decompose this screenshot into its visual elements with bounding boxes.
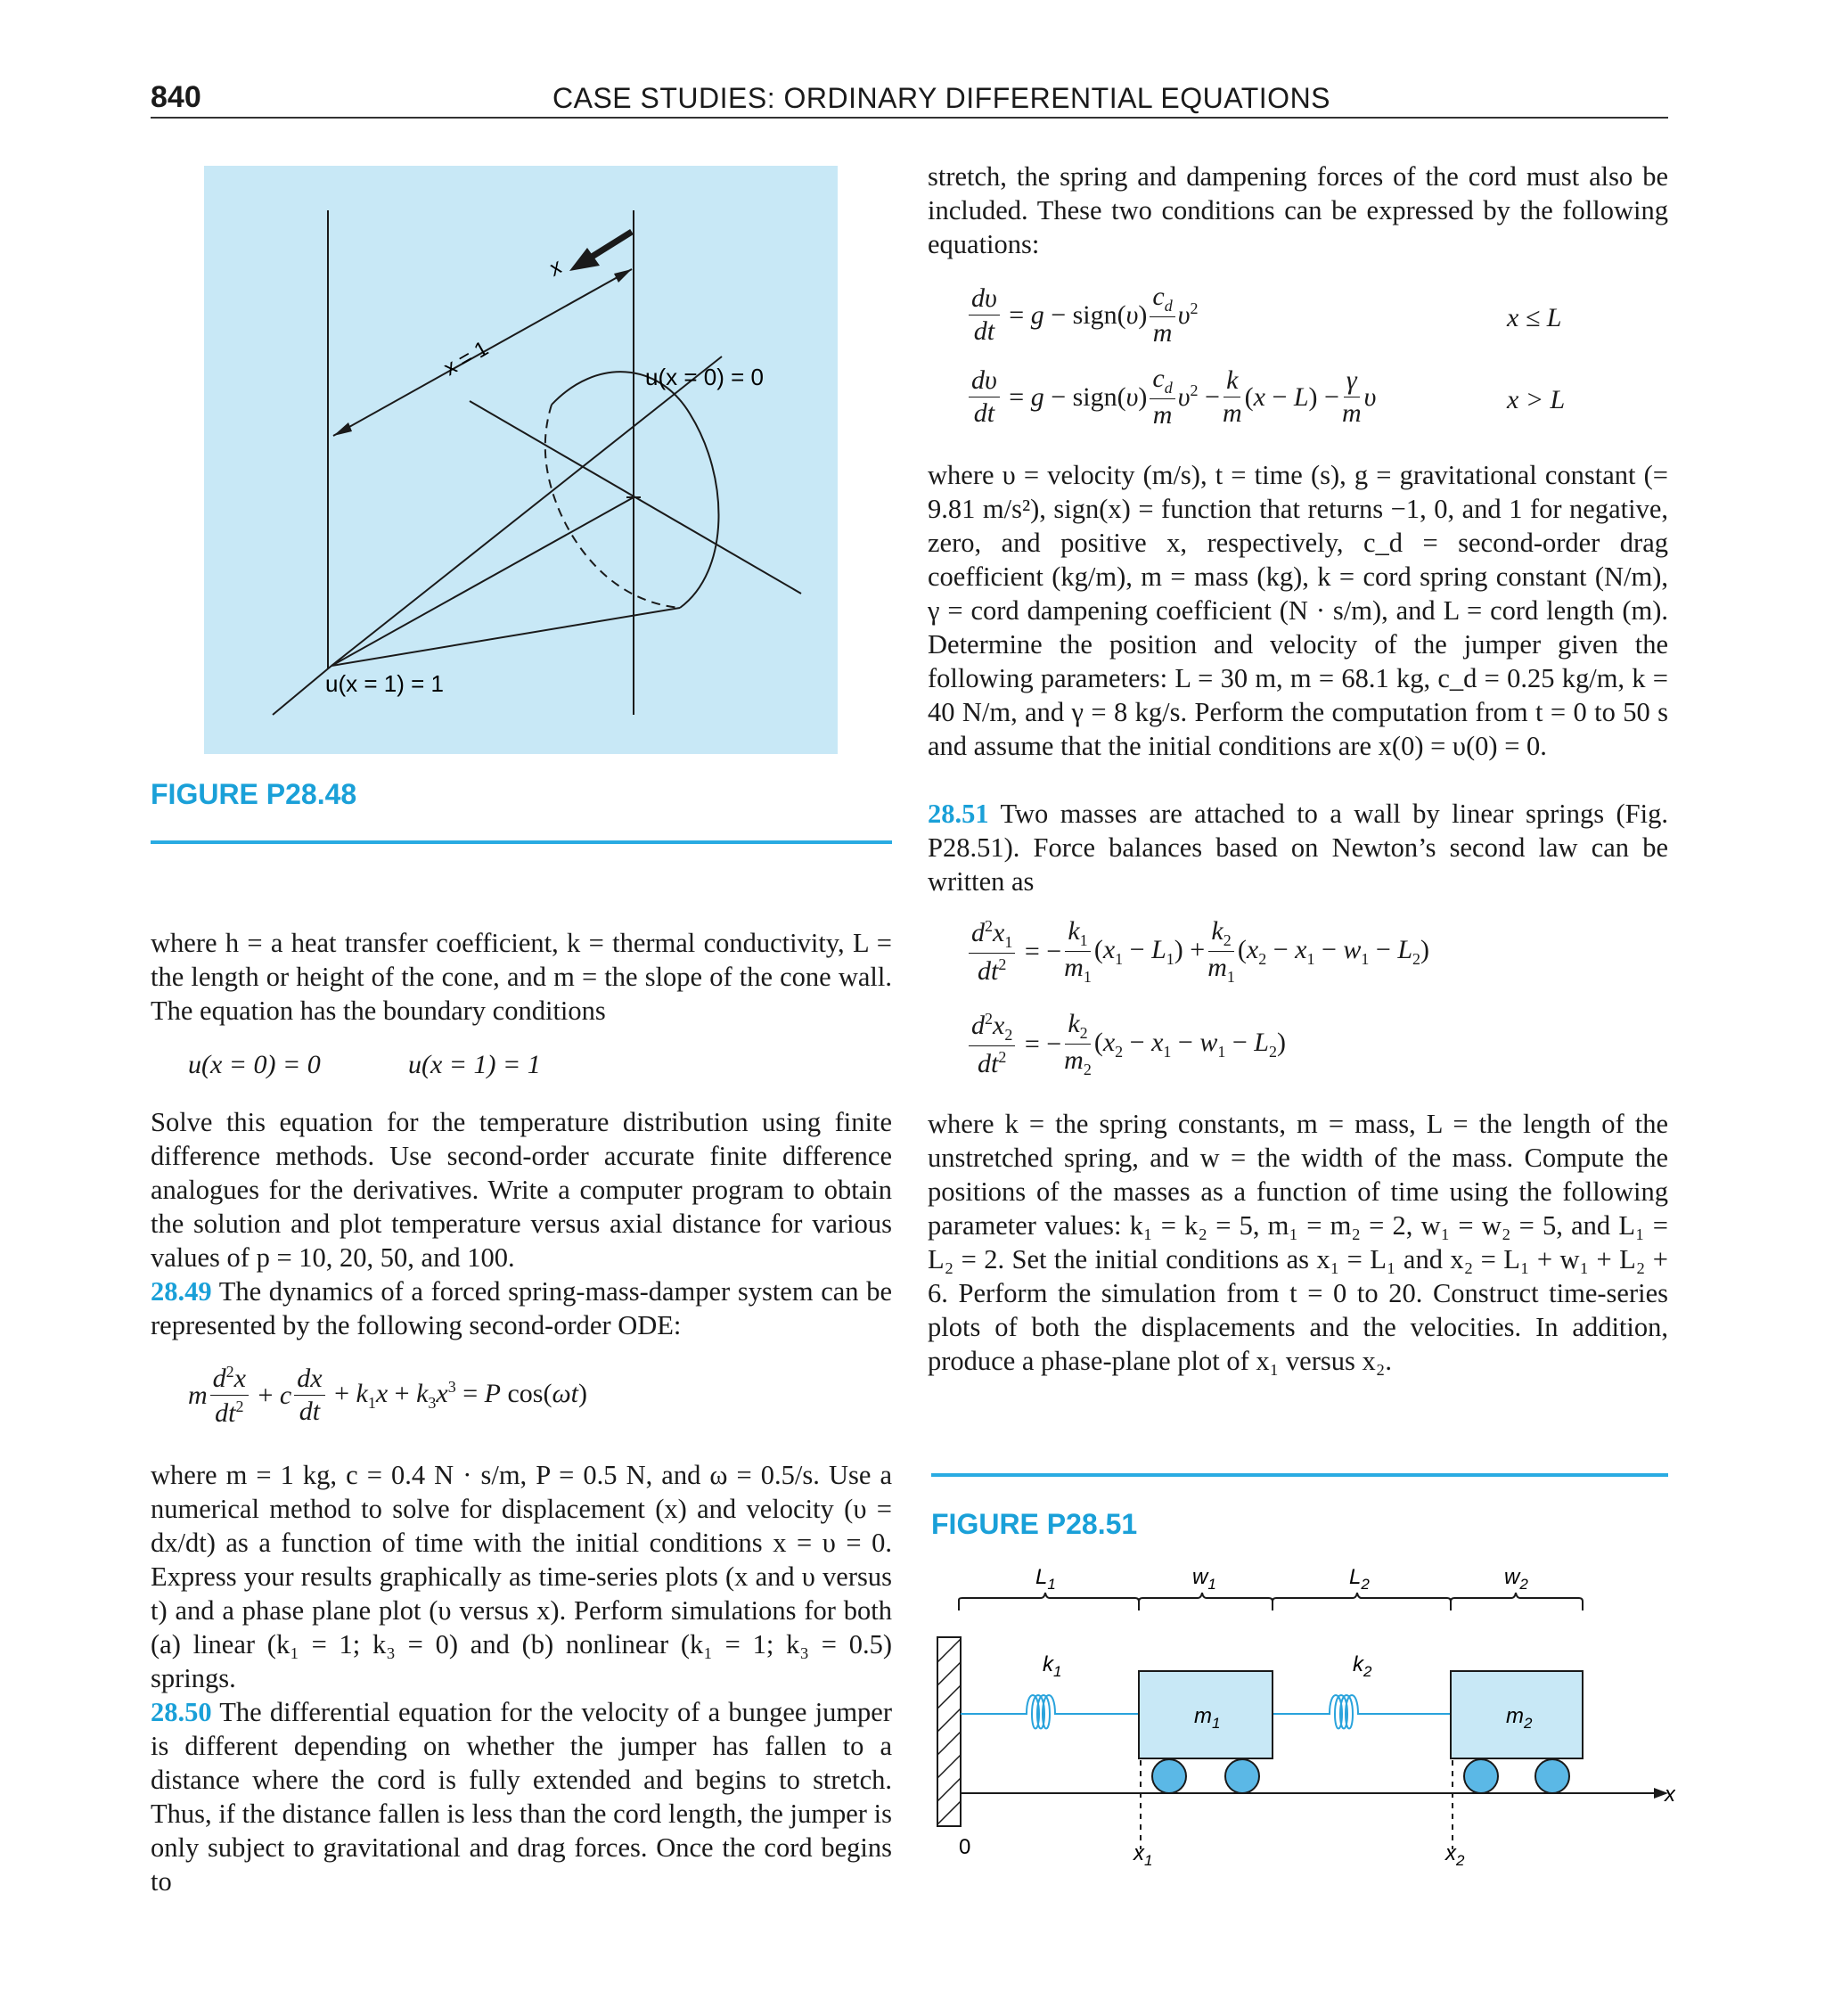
label-k2: $k_2$ bbox=[1353, 1652, 1372, 1680]
problem-2850 bbox=[151, 1695, 892, 1898]
spring-k1 bbox=[961, 1695, 1139, 1729]
equation-mass-1: $\frac{d^2x_1}{dt^2}$ = − $\frac{k_1}{m_1}$ $(x_1 - L_1)$ + $\frac{k_2}{m_1}$ $(x_2 - x_1 - w_1 - L_2)$ bbox=[966, 918, 1429, 985]
page-number: 840 bbox=[151, 80, 201, 114]
equation-2849: m $\frac{d^2x}{dt^2}$ + c $\frac{dx}{dt}$ + $k_1x + k_3x^3 = P$ cos(ωt) bbox=[188, 1363, 587, 1428]
left-para-2: Solve this equation for the temperature distribution using finite difference methods. Use second-order accurate finite difference analogues for the derivatives. Write a computer program to obtain the solution and plot temperature versus axial distance for various values of p = 10, 20, 50, and 100. bbox=[151, 1107, 892, 1273]
problem-2850-text: The differential equation for the velocity of a bungee jumper is different depending on whether the jumper has fallen to a distance where the cord is fully extended and begins to stretch. Thus, if the distance fallen is less than the cord length, the jumper is only subject to gravitational and drag forces. Once the cord begins to bbox=[151, 1697, 892, 1897]
spring-mass-diagram bbox=[927, 1555, 1675, 1867]
right-para-2: where υ = velocity (m/s), t = time (s), g = gravitational constant (= 9.81 m/s²), sign(x) = function that returns −1, 0, and 1 for negative, zero, and positive x, respectively, c_d = second-order drag coefficient (kg/m), m = mass (kg), k = cord spring constant (N/m), γ = cord dampening coefficient (N · s/m), and L = cord length (m). Determine the position and velocity of the jumper given the following parameters: L = 30 m, m = 68.1 kg, c_d = 0.25 kg/m, k = 40 N/m, and γ = 8 kg/s. Perform the computation from t = 0 to 50 s and assume that the initial conditions are x(0) = υ(0) = 0. bbox=[928, 460, 1668, 761]
equation-bungee-1: $\frac{d\upsilon}{dt}$ = g − sign(υ) $\frac{c_d}{m}$ $\upsilon^2$ bbox=[966, 283, 1199, 347]
bracket-L1 bbox=[959, 1593, 1139, 1610]
condition-1: x ≤ L bbox=[1507, 303, 1562, 332]
label-k1: $k_1$ bbox=[1043, 1652, 1062, 1680]
figure-p28-48-caption: FIGURE P28.48 bbox=[151, 778, 357, 810]
equation-mass-2: $\frac{d^2x_2}{dt^2}$ = − $\frac{k_2}{m_2}$ $(x_2 - x_1 - w_1 - L_2)$ bbox=[966, 1011, 1286, 1078]
problem-2849-number: 28.49 bbox=[151, 1276, 212, 1307]
label-x-axis: x bbox=[1665, 1782, 1675, 1807]
figure-p28-51 bbox=[927, 1555, 1675, 1867]
label-x-eq-1: x = 1 bbox=[439, 336, 493, 381]
problem-2851-number: 28.51 bbox=[928, 799, 989, 829]
condition-2: x > L bbox=[1507, 385, 1566, 414]
label-x: x bbox=[544, 254, 567, 282]
wheel-m1-right bbox=[1225, 1759, 1259, 1793]
problem-2849-text: The dynamics of a forced spring-mass-damper system can be represented by the following second-order ODE: bbox=[151, 1276, 892, 1340]
figure-p28-48-rule bbox=[151, 840, 892, 844]
equation-bungee-2: $\frac{d\upsilon}{dt}$ = g − sign(υ) $\frac{c_d}{m}$ $\upsilon^2$ − $\frac{k}{m}$ (x − L) − $\frac{\gamma}{m}$ υ bbox=[966, 365, 1376, 429]
label-u1: u(x = 1) = 1 bbox=[325, 670, 444, 697]
label-x1: $x_1$ bbox=[1133, 1841, 1153, 1867]
left-para-1: where h = a heat transfer coefficient, k = thermal conductivity, L = the length or height of the cone, and m = the slope of the cone wall. The equation has the boundary conditions bbox=[151, 928, 892, 1026]
problem-2849 bbox=[151, 1274, 892, 1342]
label-m2: $m_2$ bbox=[1506, 1704, 1533, 1732]
wheel-m1-left bbox=[1152, 1759, 1186, 1793]
running-head: CASE STUDIES: ORDINARY DIFFERENTIAL EQUATIONS bbox=[552, 82, 1331, 114]
label-w2: $w_2$ bbox=[1504, 1565, 1528, 1593]
label-m1: $m_1$ bbox=[1194, 1704, 1221, 1732]
figure-p28-48 bbox=[204, 166, 838, 754]
label-origin: 0 bbox=[959, 1835, 971, 1859]
wheel-m2-left bbox=[1464, 1759, 1498, 1793]
header-rule bbox=[151, 117, 1668, 119]
problem-2851 bbox=[928, 797, 1668, 898]
wheel-m2-right bbox=[1535, 1759, 1569, 1793]
bracket-L2 bbox=[1273, 1593, 1451, 1610]
bc-right: u(x = 1) = 1 bbox=[408, 1050, 541, 1079]
spring-k2 bbox=[1273, 1695, 1451, 1729]
problem-2850-number: 28.50 bbox=[151, 1697, 212, 1727]
figure-p28-51-caption: FIGURE P28.51 bbox=[931, 1508, 1138, 1540]
cone-diagram bbox=[204, 166, 838, 754]
figure-p28-51-rule bbox=[931, 1473, 1668, 1477]
bracket-w1 bbox=[1139, 1593, 1273, 1610]
problem-2851-text: Two masses are attached to a wall by linear springs (Fig. P28.51). Force balances based on Newton’s second law can be written as bbox=[928, 799, 1668, 897]
label-L2: $L_2$ bbox=[1349, 1565, 1370, 1593]
label-u0: u(x = 0) = 0 bbox=[645, 364, 764, 390]
right-para-1: stretch, the spring and dampening forces of the cord must also be included. These two conditions can be expressed by the following equations: bbox=[928, 161, 1668, 259]
label-x2: $x_2$ bbox=[1445, 1841, 1465, 1867]
bc-left: u(x = 0) = 0 bbox=[188, 1050, 321, 1079]
right-para-3: where k = the spring constants, m = mass, L = the length of the unstretched spring, and w = the width of the mass. Compute the positions of the masses as a function of time using the following parameter values: k₁ = k₂ = 5, m₁ = m₂ = 2, w₁ = w₂ = 5, and L₁ = L₂ = 2. Set the initial conditions as x₁ = L₁ and x₂ = L₁ + w₁ + L₂ + 6. Perform the simulation from t = 0 to 20. Construct time-series plots of both the displacements and the velocities. In addition, produce a phase-plane plot of x₁ versus x₂. bbox=[928, 1109, 1668, 1376]
label-w1: $w_1$ bbox=[1192, 1565, 1216, 1593]
left-para-3: where m = 1 kg, c = 0.4 N · s/m, P = 0.5 N, and ω = 0.5/s. Use a numerical method to solve for displacement (x) and velocity (υ = dx/dt) as a function of time with the initial conditions x = υ = 0. Express your results graphically as time-series plots (x and υ versus t) and a phase plane plot (υ versus x). Perform simulations for both (a) linear (k₁ = 1; k₃ = 0) and (b) nonlinear (k₁ = 1; k₃ = 0.5) springs. bbox=[151, 1460, 892, 1693]
figure-background bbox=[204, 166, 838, 754]
bracket-w2 bbox=[1451, 1593, 1583, 1610]
label-L1: $L_1$ bbox=[1035, 1565, 1056, 1593]
